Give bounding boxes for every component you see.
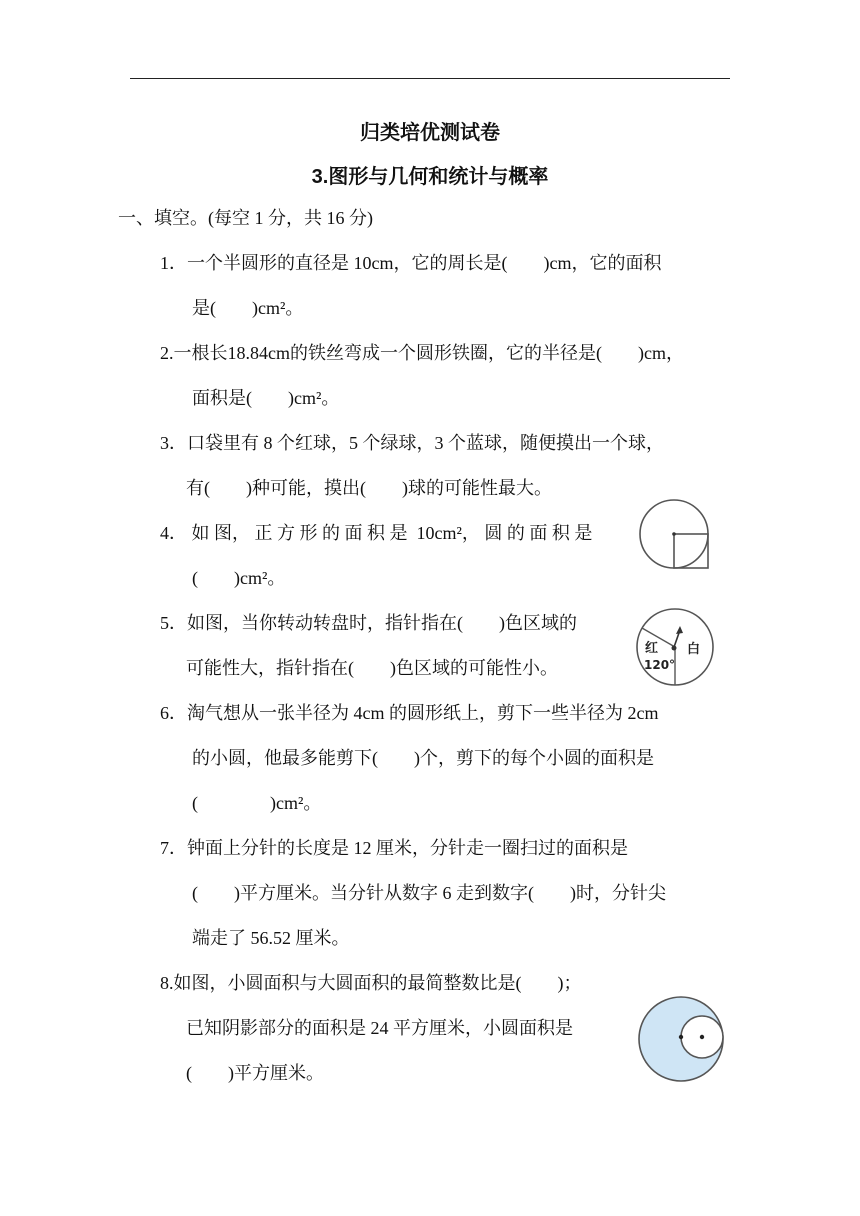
q4-line2: ( )cm²。 — [192, 568, 286, 588]
spinner-label-red: 红 — [645, 641, 659, 656]
page-subtitle: 3.图形与几何和统计与概率 — [311, 166, 549, 188]
section-heading: 一、填空。(每空 1 分，共 16 分) — [118, 208, 373, 228]
q7-line2: ( )平方厘米。当分针从数字 6 走到数字( )时，分针尖 — [192, 883, 666, 903]
header-rule — [130, 78, 730, 79]
q2-line1: 2.一根长18.84cm的铁丝弯成一个圆形铁圈，它的半径是( )cm， — [160, 343, 684, 363]
small-circle-center — [700, 1035, 704, 1039]
q6-line2: 的小圆，他最多能剪下( )个，剪下的每个小圆的面积是 — [192, 748, 654, 768]
q5-line1: 5．如图，当你转动转盘时，指针指在( )色区域的 — [160, 613, 577, 633]
q5-line2: 可能性大，指针指在( )色区域的可能性小。 — [186, 658, 558, 678]
large-circle-center — [679, 1035, 683, 1039]
q3-line1: 3．口袋里有 8 个红球，5 个绿球，3 个蓝球，随便摸出一个球， — [160, 433, 664, 453]
q1-line1: 1．一个半圆形的直径是 10cm，它的周长是( )cm，它的面积 — [160, 253, 662, 273]
spinner-pivot — [672, 646, 677, 651]
spinner-pointer-head — [676, 626, 683, 634]
q7-line1: 7．钟面上分针的长度是 12 厘米，分针走一圈扫过的面积是 — [160, 838, 628, 858]
spinner-figure — [634, 606, 716, 688]
q4-line1: 4． 如 图， 正 方 形 的 面 积 是 10cm²， 圆 的 面 积 是 — [160, 523, 593, 543]
q7-line3: 端走了 56.52 厘米。 — [192, 928, 350, 948]
q1-line2: 是( )cm²。 — [192, 298, 304, 318]
q6-line1: 6．淘气想从一张半径为 4cm 的圆形纸上，剪下一些半径为 2cm — [160, 703, 659, 723]
q8-line1: 8.如图，小圆面积与大圆面积的最简整数比是( )； — [160, 973, 582, 993]
figure-center-dot — [672, 532, 676, 536]
spinner-label-white: 白 — [687, 642, 701, 657]
q2-line2: 面积是( )cm²。 — [192, 388, 340, 408]
q8-line3: ( )平方厘米。 — [186, 1063, 324, 1083]
circle-square-figure — [636, 498, 714, 576]
q3-line2: 有( )种可能，摸出( )球的可能性最大。 — [186, 478, 552, 498]
nested-circles-figure — [636, 994, 726, 1084]
q6-line3: ( )cm²。 — [192, 793, 322, 813]
q8-line2: 已知阴影部分的面积是 24 平方厘米，小圆面积是 — [186, 1018, 573, 1038]
page-title: 归类培优测试卷 — [360, 122, 500, 144]
spinner-label-angle: 120° — [644, 658, 676, 672]
